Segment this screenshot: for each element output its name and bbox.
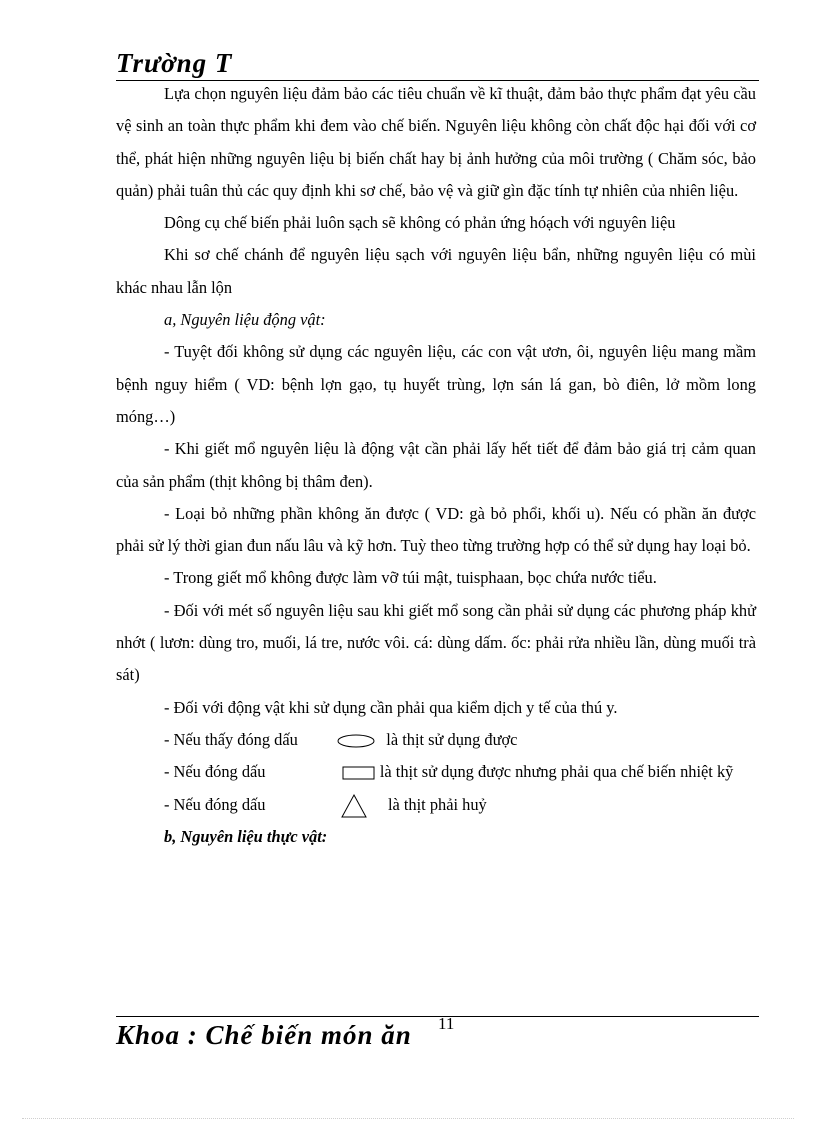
section-a-heading: a, Nguyên liệu động vật: xyxy=(164,310,326,330)
section-a-item: - Đối với động vật khi sử dụng cần phải qua kiểm dịch y tế của thú y. xyxy=(164,697,618,717)
stamp-oval-lead: - Nếu thấy đóng dấu xyxy=(164,729,298,749)
header-title: Trường T xyxy=(116,48,233,78)
page-edge-divider xyxy=(22,1118,794,1119)
stamp-triangle-text: là thịt phải huỷ xyxy=(387,794,487,814)
stamp-rect-line xyxy=(116,756,756,788)
oval-stamp-icon xyxy=(336,733,376,749)
stamp-rect-text: là thịt sử dụng được nhưng phải qua chế biến nhiệt kỹ xyxy=(379,762,734,782)
footer-title: Khoa : Chế biến món ăn xyxy=(116,1020,412,1050)
stamp-oval-line xyxy=(116,724,756,756)
triangle-stamp-icon xyxy=(340,793,368,819)
document-body xyxy=(116,78,756,853)
stamp-oval-text: là thịt sử dụng được xyxy=(386,729,518,749)
section-b-heading: b, Nguyên liệu thực vật: xyxy=(164,826,328,846)
section-a-item: - Khi giết mổ nguyên liệu là động vật cần phải lấy hết tiết để đảm bảo giá trị cảm quan của sản phẩm (thịt không bị thâm đen). xyxy=(116,439,756,491)
paragraph-3: Khi sơ chế chánh để nguyên liệu sạch với nguyên liệu bẩn, những nguyên liệu có mùi khác nhau lẫn lộn xyxy=(116,245,756,297)
stamp-triangle-lead: - Nếu đóng dấu xyxy=(164,794,266,814)
section-a-item: - Tuyệt đối không sử dụng các nguyên liệu, các con vật ươn, ôi, nguyên liệu mang mầm bệnh nguy hiểm ( VD: bệnh lợn gạo, tụ huyết trùng, lợn sán lá gan, bò điên, lở mồm long móng…) xyxy=(116,342,756,426)
stamp-rect-lead: - Nếu đóng dấu xyxy=(164,762,266,782)
section-a-item: - Đối với mét số nguyên liệu sau khi giết mổ song cần phải sử dụng các phương pháp khử nhớt ( lươn: dùng tro, muối, lá tre, nước vôi. cá: dùng dấm. ốc: phải rửa nhiều lần, dùng muối trà sát) xyxy=(116,600,756,685)
rectangle-stamp-icon xyxy=(342,765,376,781)
paragraph-1: Lựa chọn nguyên liệu đảm bảo các tiêu chuẩn về kĩ thuật, đảm bảo thực phẩm đạt yêu cầu vệ sinh an toàn thực phẩm khi đem vào chế biến. Nguyên liệu không còn chất độc hại đối với cơ thể, phát hiện những nguyên liệu bị biến chất hay bị ảnh hưởng của môi trường ( Chăm sóc, bảo quản) phải tuân thủ các quy định khi sơ chế, bảo vệ và giữ gìn đặc tính tự nhiên của nhiên liệu. xyxy=(116,84,756,200)
section-a-item: - Loại bỏ những phần không ăn được ( VD: gà bỏ phổi, khối u). Nếu có phần ăn được phải sử lý thời gian đun nấu lâu và kỹ hơn. Tuỳ theo từng trường hợp có thể sử dụng hay loại bỏ. xyxy=(116,503,756,556)
stamp-triangle-line xyxy=(116,789,756,821)
page-number: 11 xyxy=(438,1014,455,1033)
section-a-item: - Trong giết mổ không được làm vỡ túi mật, tuisphaan, bọc chứa nước tiểu. xyxy=(164,568,657,588)
paragraph-2: Dông cụ chế biến phải luôn sạch sẽ không có phản ứng hóạch với nguyên liệu xyxy=(164,213,676,233)
